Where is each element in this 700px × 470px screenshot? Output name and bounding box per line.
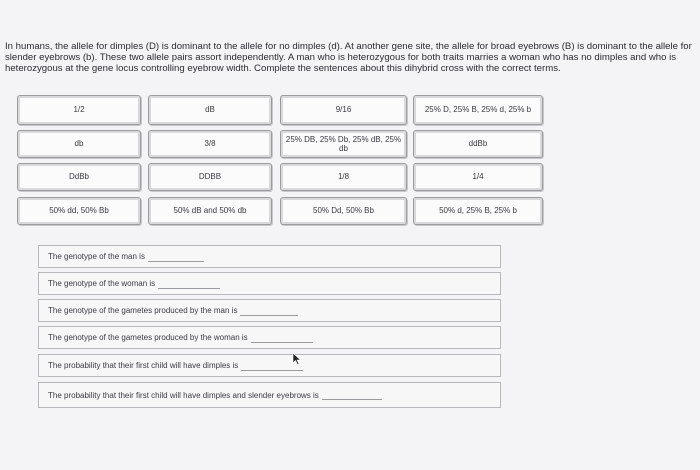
sentence-prob-dimples-slender (38, 382, 501, 408)
question-text: In humans, the allele for dimples (D) is dominant to the allele for no dimples (d). At another gene site, the allele for broad eyebrows (B) is dominant to the allele for slender eyebrows (b). These two allele pairs assort independently. A man who is heterozygous for both traits marries a woman who has no dimples and who is heterozygous at the gene locus controlling eyebrow width. Complete the sentences about this dihybrid cross with the correct terms. (5, 41, 692, 75)
option-gametes-DB-Db-dB-db[interactable]: 25% DB, 25% Db, 25% dB, 25% db (280, 130, 407, 158)
option-50-Dd-50-Bb[interactable]: 50% Dd, 50% Bb (280, 197, 407, 225)
option-dB[interactable]: dB (148, 95, 272, 125)
sentence-label: The probability that their first child will have dimples is (48, 361, 239, 370)
sentence-woman-genotype (38, 272, 501, 295)
option-1-2[interactable]: 1/2 (17, 95, 141, 125)
sentence-label: The genotype of the gametes produced by the woman is (48, 333, 248, 342)
sentence-label: The genotype of the man is (48, 252, 145, 261)
sentence-prob-dimples (38, 354, 501, 377)
option-50-dB-50-db[interactable]: 50% dB and 50% db (148, 197, 272, 225)
drop-blank[interactable] (158, 279, 220, 289)
option-3-8[interactable]: 3/8 (148, 130, 272, 158)
option-9-16[interactable]: 9/16 (280, 95, 407, 125)
option-gametes-d-b-d-b[interactable]: 25% D, 25% B, 25% d, 25% b (413, 95, 543, 125)
option-50-dd-50-Bb[interactable]: 50% dd, 50% Bb (17, 197, 141, 225)
pointer-arrow-icon (292, 353, 302, 365)
drop-blank[interactable] (322, 390, 382, 400)
sentence-man-gametes (38, 299, 501, 322)
option-ddBb[interactable]: ddBb (413, 130, 543, 158)
sentence-man-genotype (38, 245, 501, 268)
drop-blank[interactable] (251, 333, 313, 343)
sentence-label: The probability that their first child will have dimples and slender eyebrows is (48, 390, 319, 400)
option-db[interactable]: db (17, 130, 141, 158)
option-DdBb[interactable]: DdBb (17, 163, 141, 191)
drop-blank[interactable] (240, 306, 298, 316)
option-DDBB[interactable]: DDBB (148, 163, 272, 191)
sentence-label: The genotype of the gametes produced by the man is (48, 306, 238, 315)
sentence-woman-gametes (38, 326, 501, 349)
option-1-4[interactable]: 1/4 (413, 163, 543, 191)
option-1-8[interactable]: 1/8 (280, 163, 407, 191)
option-50-d-25-B-25-b[interactable]: 50% d, 25% B, 25% b (413, 197, 543, 225)
sentence-label: The genotype of the woman is (48, 279, 156, 288)
drop-blank[interactable] (148, 252, 204, 262)
